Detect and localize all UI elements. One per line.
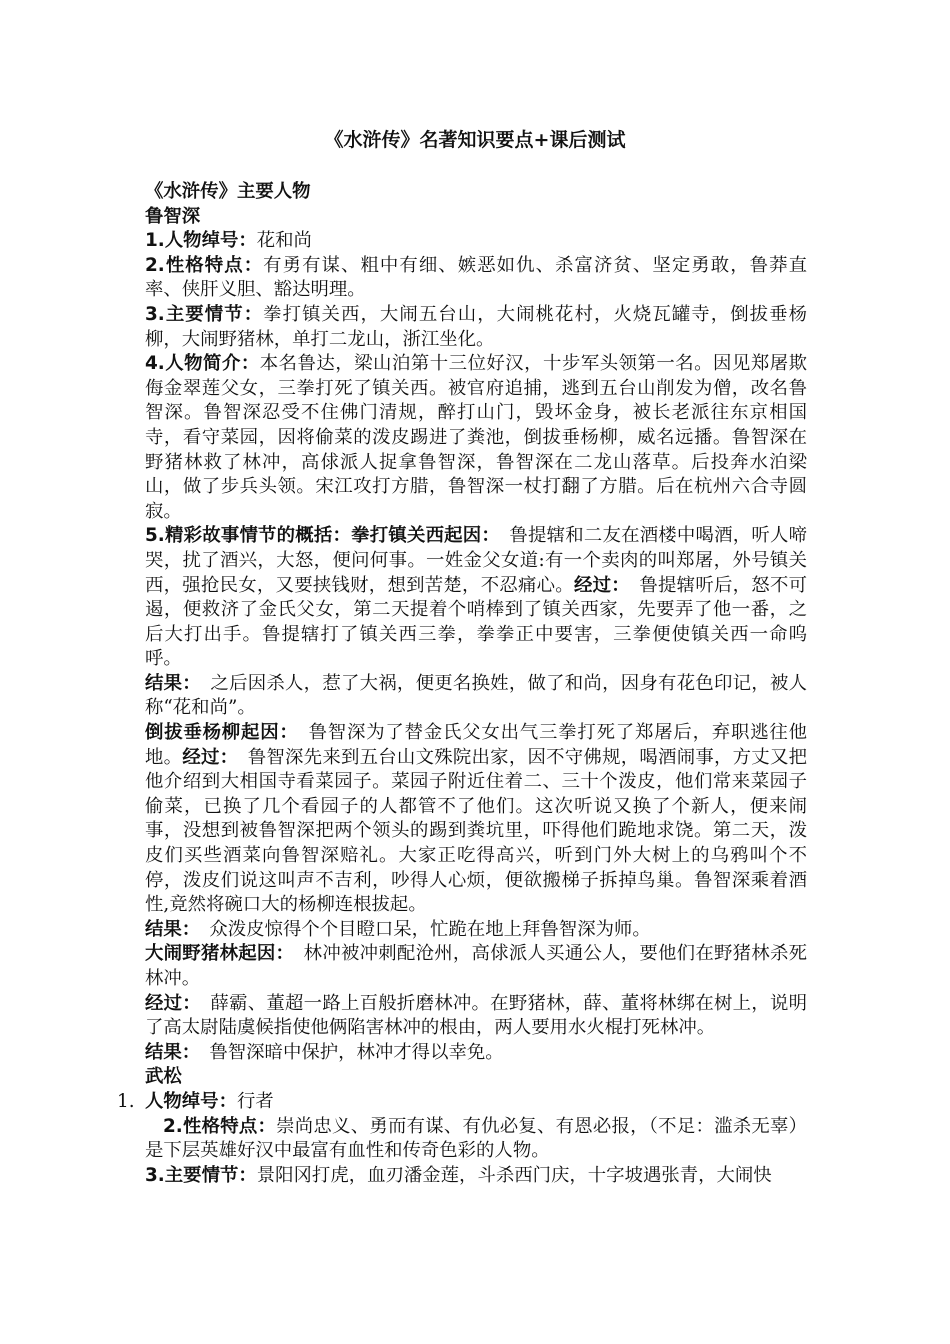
wusong-personality: 2.性格特点：崇尚忠义、勇而有谋、有仇必复、有恩必报，（不足：滥杀无辜）是下层英雄好汉中最富有血性和传奇色彩的人物。 xyxy=(145,1115,807,1162)
character-name-luzhishen: 鲁智深 xyxy=(145,205,201,227)
story-episode-3-cause: 大闹野猪林起因： 林冲被冲刺配沧州，高俅派人买通公人，要他们在野猪林杀死林冲。 xyxy=(145,943,807,989)
luzhishen-nickname: 1.人物绰号：花和尚 xyxy=(145,230,312,252)
wusong-nickname: 1. 人物绰号：行者 xyxy=(145,1090,807,1115)
story-episode-1-result: 结果： 之后因杀人，惹了大祸，便更名换姓，做了和尚，因身有花色印记，被人称“花和尚”。 xyxy=(145,672,807,719)
story-episode-2-result: 结果： 众泼皮惊得个个目瞪口呆，忙跪在地上拜鲁智深为师。 xyxy=(145,918,651,940)
section-heading: 《水浒传》主要人物 xyxy=(145,181,311,202)
luzhishen-bio: 4.人物简介：本名鲁达，梁山泊第十三位好汉，十步军头领第一名。因见郑屠欺侮金翠莲父女，三拳打死了镇关西。被官府追捕，逃到五台山削发为僧，改名鲁智深。鲁智深忍受不住佛门清规，醉打山门，毁坏金身，被长老派往东京相国寺，看守菜园，因将偷菜的泼皮踢进了粪池，倒拔垂杨柳，威名远播。鲁智深在野猪林救了林冲，高俅派人捉拿鲁智深，鲁智深在二龙山落草。后投奔水泊梁山，做了步兵头领。宋江攻打方腊，鲁智深一杖打翻了方腊。后在杭州六合寺圆寂。 xyxy=(145,353,807,522)
story-episode-3-process: 经过： 薛霸、董超一路上百般折磨林冲。在野猪林，薛、董将林绑在树上，说明了高太尉陆虞候指使他俩陷害林冲的根由，两人要用水火棍打死林冲。 xyxy=(145,992,807,1039)
luzhishen-plots: 3.主要情节：拳打镇关西，大闹五台山，大闹桃花村，火烧瓦罐寺，倒拔垂杨柳，大闹野猪林，单打二龙山，浙江坐化。 xyxy=(145,303,807,350)
list-number: 1. xyxy=(117,1090,135,1112)
story-episode-2-cause-process: 倒拔垂杨柳起因： 鲁智深为了替金氏父女出气三拳打死了郑屠后，弃职逃往他地。经过： 鲁智深先来到五台山文殊院出家，因不守佛规，喝酒闹事，方丈又把他介绍到大相国寺看菜园子。菜园子附近住着二、三十个泼皮，他们常来菜园子偷菜，已换了几个看园子的人都管不了他们。这次听说又换了个新人，便来闹事，没想到被鲁智深把两个领头的踢到粪坑里，吓得他们跪地求饶。第二天，泼皮们买些酒菜向鲁智深赔礼。大家正吃得高兴，听到门外大树上的乌鸦叫个不停，泼皮们说这叫声不吉利，吵得人心烦，便欲搬梯子拆掉鸟巢。鲁智深乘着酒性,竟然将碗口大的杨柳连根拔起。 xyxy=(145,722,807,916)
luzhishen-personality: 2.性格特点：有勇有谋、粗中有细、嫉恶如仇、杀富济贫、坚定勇敢，鲁莽直率、侠肝义胆、豁达明理。 xyxy=(145,254,807,301)
document-title: 《水浒传》名著知识要点+课后测试 xyxy=(324,129,626,151)
story-episode-1-cause-process: 5.精彩故事情节的概括：拳打镇关西起因： 鲁提辖和二友在酒楼中喝酒，听人啼哭，扰了酒兴，大怒，便问何事。一姓金父女道:有一个卖肉的叫郑屠，外号镇关西，强抢民女，又要挟钱财，想到苦楚，不忍痛心。经过： 鲁提辖听后，怒不可遏，便救济了金氏父女，第二天提着个哨棒到了镇关西家，先要弄了他一番，之后大打出手。鲁提辖打了镇关西三拳，拳拳正中要害，三拳便使镇关西一命呜呼。 xyxy=(145,525,807,670)
document-body xyxy=(117,180,807,1188)
character-name-wusong: 武松 xyxy=(145,1066,182,1088)
story-episode-3-result: 结果： 鲁智深暗中保护，林冲才得以幸免。 xyxy=(145,1041,504,1063)
wusong-plots: 3.主要情节：景阳冈打虎，血刃潘金莲，斗杀西门庆，十字坡遇张青，大闹快 xyxy=(145,1164,772,1186)
